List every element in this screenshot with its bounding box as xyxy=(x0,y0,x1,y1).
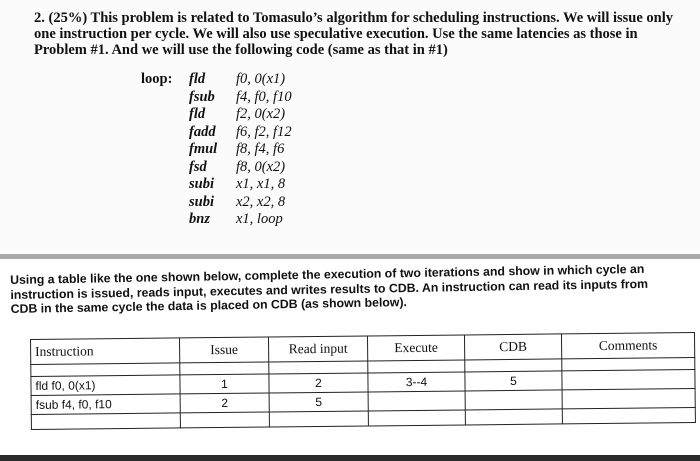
code-line xyxy=(141,211,292,229)
code-line xyxy=(141,124,292,142)
header-comments: Comments xyxy=(561,333,694,359)
code-op: fmul xyxy=(189,141,218,157)
cell-read-input: 2 xyxy=(269,373,368,393)
execution-table-wrapper xyxy=(30,332,700,430)
code-args: f4, f0, f10 xyxy=(236,88,292,105)
code-line xyxy=(141,194,292,212)
bottom-edge xyxy=(0,455,700,461)
code-line xyxy=(141,176,292,194)
cell-comments xyxy=(562,370,695,390)
code-op: fsd xyxy=(189,158,207,175)
code-args: x1, loop xyxy=(236,211,283,227)
code-args: f6, f2, f12 xyxy=(236,123,292,140)
code-op: fsub xyxy=(189,88,215,105)
cell-instruction: fsub f4, f0, f10 xyxy=(31,394,180,415)
code-line xyxy=(141,159,292,177)
header-cdb: CDB xyxy=(464,334,561,360)
code-op: fadd xyxy=(189,123,216,140)
cell-read-input: 5 xyxy=(269,392,368,412)
code-op: fld xyxy=(189,71,206,87)
problem-statement: 2. (25%) This problem is related to Tomasulo’s algorithm for scheduling instructions. We will issue only one instruction per cycle. We will also use speculative execution. Use the same latencies as those in Problem #1. And we will use the following code (same as that in #1) xyxy=(34,10,674,58)
code-line xyxy=(141,106,292,124)
code-label: loop: xyxy=(141,71,173,87)
code-op: subi xyxy=(189,193,214,210)
code-op: bnz xyxy=(189,211,210,227)
code-op: subi xyxy=(189,176,214,192)
table-instructions: Using a table like the one shown below, complete the execution of two iterations and show in which cycle an instruction is issued, reads input, executes and writes results to CDB. An instruction can read its inputs from CDB in the same cycle the data is placed on CDB (as shown below). xyxy=(10,261,649,316)
code-args: x1, x1, 8 xyxy=(236,176,286,192)
header-execute: Execute xyxy=(367,335,464,361)
cell-instruction: fld f0, 0(x1) xyxy=(31,375,180,396)
table-section xyxy=(0,259,700,455)
cell-execute: 3--4 xyxy=(368,372,465,392)
cell-cdb xyxy=(465,390,562,410)
code-listing xyxy=(141,71,292,229)
cell-issue: 1 xyxy=(180,374,269,394)
header-instruction: Instruction xyxy=(31,338,180,365)
cell-issue: 2 xyxy=(180,393,269,413)
cell-comments xyxy=(562,389,695,409)
cell-cdb: 5 xyxy=(465,371,562,391)
header-issue: Issue xyxy=(179,337,268,363)
execution-table xyxy=(30,332,696,430)
code-line xyxy=(141,71,292,89)
cell-execute xyxy=(368,391,465,411)
code-args: x2, x2, 8 xyxy=(236,193,286,210)
header-read-input: Read input xyxy=(268,336,367,362)
code-args: f0, 0(x1) xyxy=(236,71,286,87)
code-args: f8, 0(x2) xyxy=(236,158,286,175)
code-args: f2, 0(x2) xyxy=(236,106,286,122)
code-args: f8, f4, f6 xyxy=(236,141,285,157)
code-line xyxy=(141,141,292,159)
code-op: fld xyxy=(189,106,206,122)
code-line xyxy=(141,89,292,107)
